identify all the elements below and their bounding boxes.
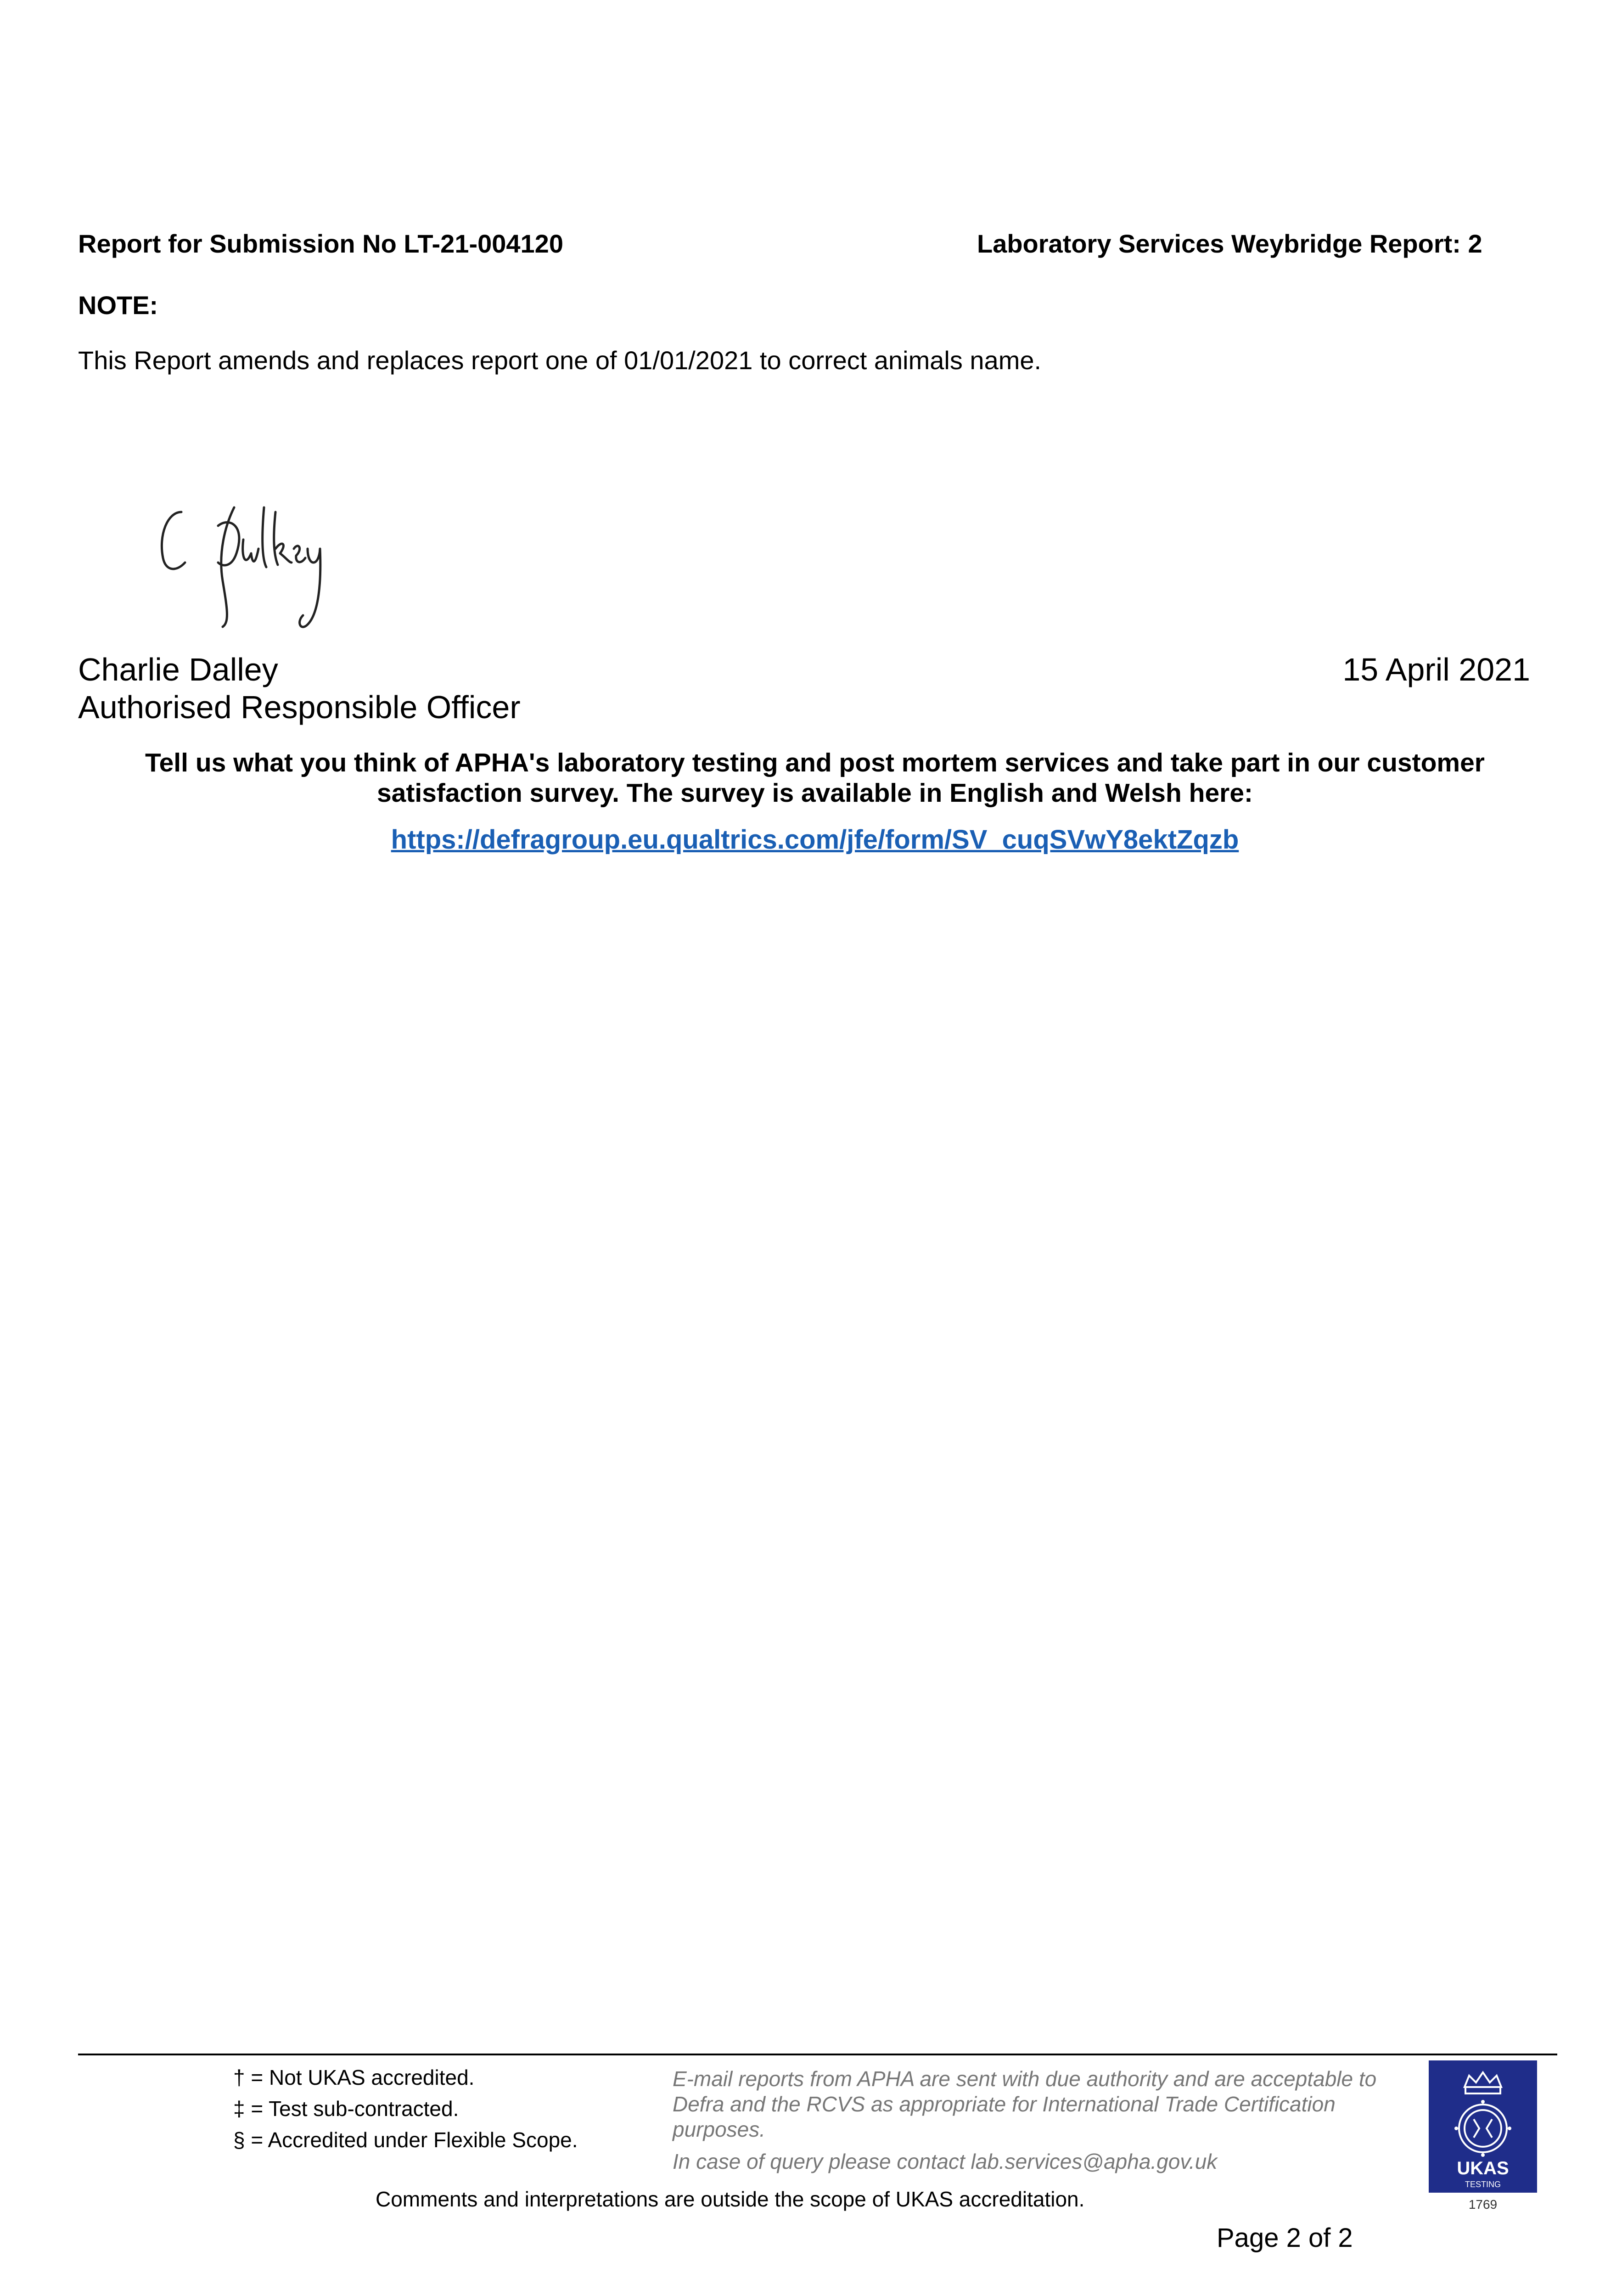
ukas-scope-note: Comments and interpretations are outside the scope of UKAS accreditation. [376,2187,1085,2211]
signer-title: Authorised Responsible Officer [78,689,521,725]
ukas-logo-subtext: TESTING [1465,2180,1501,2189]
legend-not-accredited: † = Not UKAS accredited. [233,2065,475,2089]
note-text: This Report amends and replaces report one of 01/01/2021 to correct animals name. [78,346,1042,375]
signature-date: 15 April 2021 [1342,652,1530,687]
survey-line-1: Tell us what you think of APHA's laboratory testing and post mortem services and take part in our customer [145,748,1485,777]
ukas-logo-icon [1428,2060,1538,2213]
survey-link[interactable]: https://defragroup.eu.qualtrics.com/jfe/form/SV_cuqSVwY8ektZqzb [391,825,1239,855]
ukas-logo-text: UKAS [1457,2158,1509,2178]
ukas-logo-number: 1769 [1468,2197,1498,2212]
signature-image [149,498,324,636]
signer-name: Charlie Dalley [78,652,278,687]
survey-line-2: satisfaction survey. The survey is available in English and Welsh here: [376,778,1253,808]
legend-sub-contracted: ‡ = Test sub-contracted. [233,2097,459,2121]
lab-report-number: Laboratory Services Weybridge Report: 2 [977,229,1482,258]
footer-divider [78,2054,1557,2055]
page-number: Page 2 of 2 [1217,2223,1353,2253]
query-contact: In case of query please contact lab.services@apha.gov.uk [673,2150,1218,2173]
note-label: NOTE: [78,291,158,320]
survey-invitation [78,748,1552,808]
submission-number: Report for Submission No LT-21-004120 [78,229,563,258]
legend-flexible-scope: § = Accredited under Flexible Scope. [233,2128,578,2152]
accreditation-legend [233,2062,578,2155]
email-reports-note: E-mail reports from APHA are sent with due authority and are acceptable to Defra and the RCVS as appropriate for International Trade Certification purposes. [673,2067,1377,2141]
